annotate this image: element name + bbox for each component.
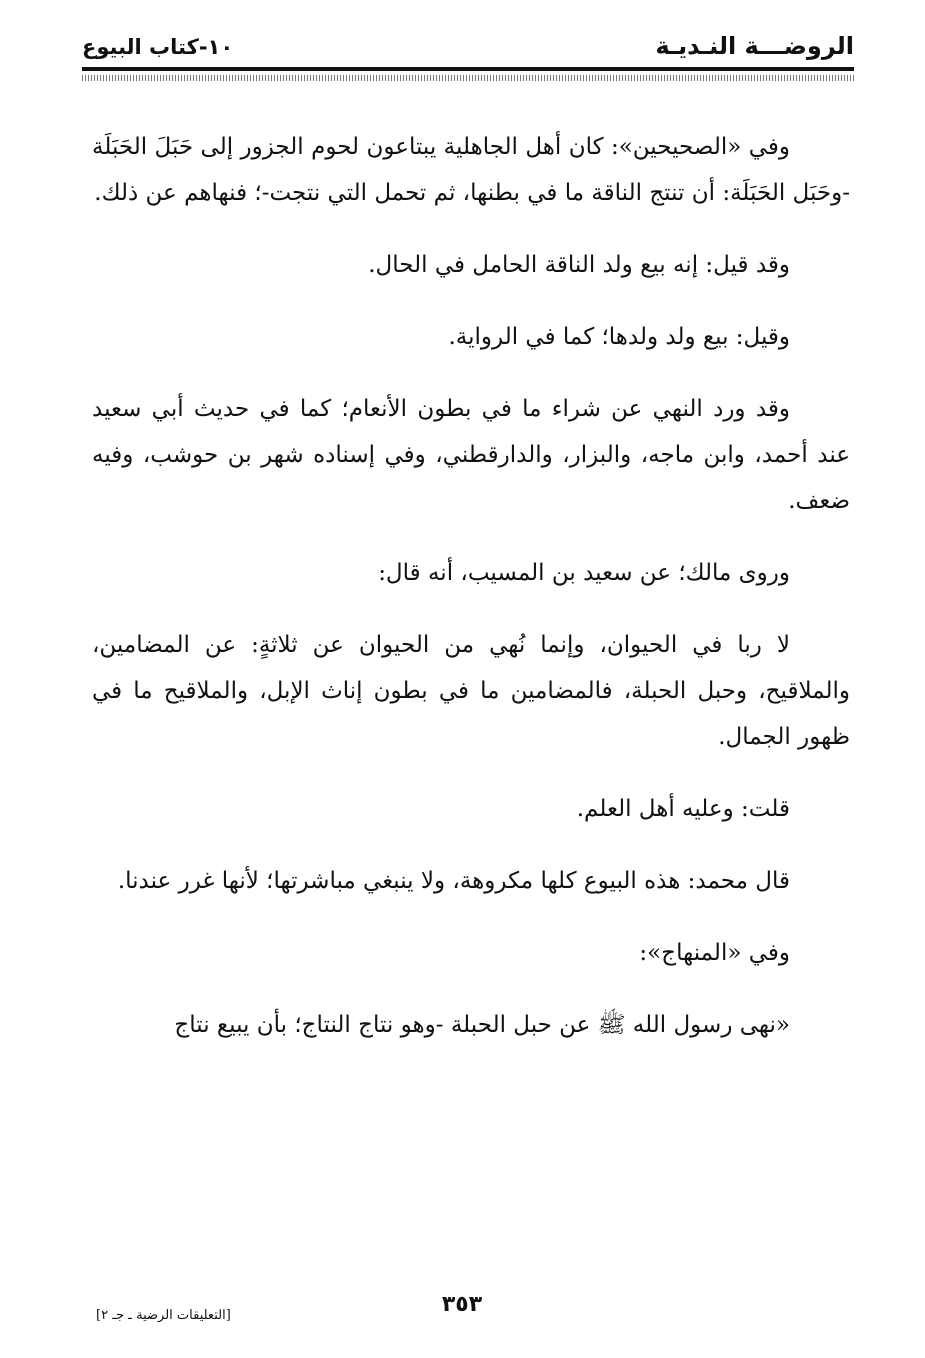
book-title: الروضـــة النـديـة [655, 32, 854, 60]
paragraph: قال محمد: هذه البيوع كلها مكروهة، ولا ينبغي مباشرتها؛ لأنها غرر عندنا. [117, 868, 790, 894]
body-text [92, 124, 850, 1048]
paragraph: «نهى رسول الله ﷺ عن حبل الحبلة -وهو نتاج النتاج؛ بأن يبيع نتاج [174, 1012, 790, 1038]
paragraph: قلت: وعليه أهل العلم. [576, 796, 790, 822]
header-rule-dotted [82, 75, 854, 81]
paragraph: وروى مالك؛ عن سعيد بن المسيب، أنه قال: [378, 560, 790, 586]
chapter-title: ١٠-كتاب البيوع [82, 35, 234, 59]
running-header [82, 30, 854, 66]
header-rule [82, 67, 854, 71]
paragraph: وقيل: بيع ولد ولدها؛ كما في الرواية. [448, 324, 790, 350]
footer-note: [التعليقات الرضية ـ جـ ٢] [96, 1308, 231, 1323]
paragraph: وقد ورد النهي عن شراء ما في بطون الأنعام؛ كما في حديث أبي سعيد عند أحمد، وابن ماجه، والبزار، والدارقطني، وفي إسناده شهر بن حوشب، وفيه ضعف. [92, 396, 850, 514]
paragraph: وفي «المنهاج»: [639, 940, 790, 966]
paragraph: وفي «الصحيحين»: كان أهل الجاهلية يبتاعون لحوم الجزور إلى حَبَلَ الحَبَلَة -وحَبَل الحَبَلَة: أن تنتج الناقة ما في بطنها، ثم تحمل التي نتجت-؛ فنهاهم عن ذلك. [92, 134, 850, 206]
page-number: ٣٥٣ [441, 1292, 483, 1317]
paragraph: لا ربا في الحيوان، وإنما نُهي من الحيوان عن ثلاثةٍ: عن المضامين، والملاقيح، وحبل الحبلة، فالمضامين ما في بطون إناث الإبل، والملاقيح ما في ظهور الجمال. [92, 632, 850, 750]
paragraph: وقد قيل: إنه بيع ولد الناقة الحامل في الحال. [368, 252, 790, 278]
